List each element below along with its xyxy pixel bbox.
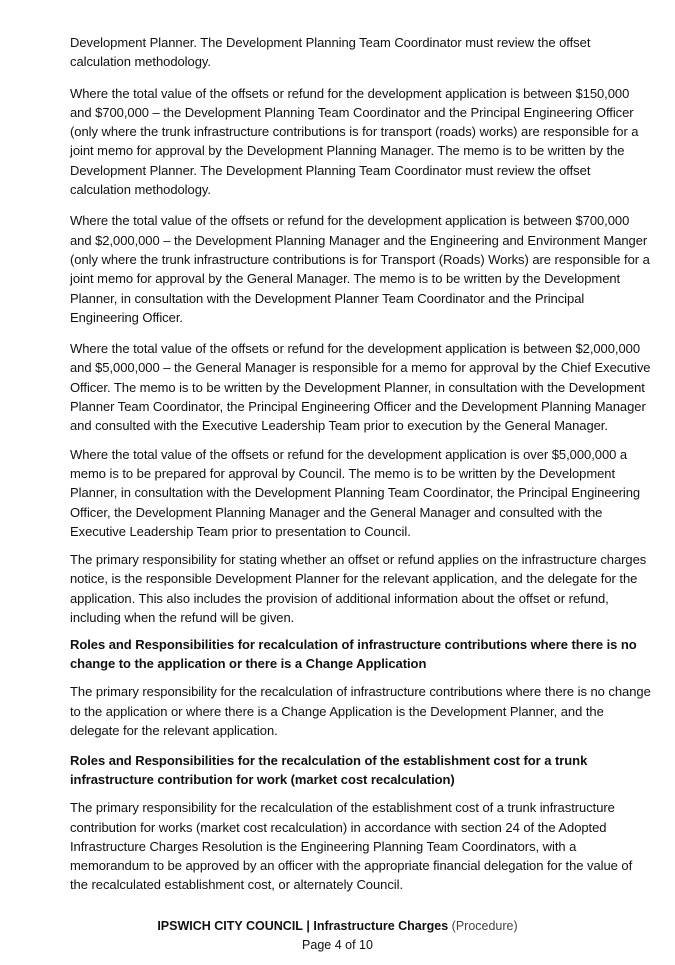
footer-document-name: Infrastructure Charges [313, 919, 449, 933]
paragraph-2m-5m: Where the total value of the offsets or refund for the development application is between $2,000,000 and $5,000,000 – the General Manager is responsible for a memo for approval by the Chief Executive Officer. The memo is to be written by the Development Planner, in consultation with the Development Planner Team Coordinator, the Principal Engineering Officer and the Development Planning Manager and consulted with the Executive Leadership Team prior to execution by the General Manager. [70, 341, 651, 434]
section-heading-recalculation: Roles and Responsibilities for recalculation of infrastructure contributions where there is no change to the application or there is a Change Application [70, 637, 637, 671]
section-body-market-cost: The primary responsibility for the recalculation of the establishment cost of a trunk infrastructure contribution for works (market cost recalculation) in accordance with section 24 of the Adopted Infrastructure Charges Resolution is the Engineering Planning Team Coordinators, with a memorandum to be approved by an officer with the appropriate financial delegation for the value of the recalculated establishment cost, or alternately Council. [70, 800, 633, 893]
paragraph-700k-2m: Where the total value of the offsets or refund for the development application is between $700,000 and $2,000,000 – the Development Planning Manager and the Engineering and Environment Manger (only where the trunk infrastructure contributions is for Transport (Roads) Works) are responsible for a joint memo for approval by the General Manager. The memo is to be written by the Development Planner, in consultation with the Development Planner Team Coordinator and the Principal Engineering Officer. [70, 213, 650, 325]
document-page [70, 33, 652, 895]
page-footer [0, 917, 675, 955]
paragraph-primary-responsibility: The primary responsibility for stating whether an offset or refund applies on the infrastructure charges notice, is the responsible Development Planner for the relevant application, and the delegate for the application. This also includes the provision of additional information about the offset or refund, including when the refund will be given. [70, 552, 647, 626]
paragraph-continuation: Development Planner. The Development Planning Team Coordinator must review the offset calculation methodology. [70, 35, 591, 70]
section-body-recalculation: The primary responsibility for the recalculation of infrastructure contributions where there is no change to the application or where there is a Change Application is the Development Planner, and the delegate for the relevant application. [70, 684, 651, 738]
footer-document-type: (Procedure) [451, 919, 518, 933]
paragraph-150k-700k: Where the total value of the offsets or refund for the development application is between $150,000 and $700,000 – the Development Planning Team Coordinator and the Principal Engineering Officer (only where the trunk infrastructure contributions is for transport (roads) works) are responsible for a joint memo for approval by the Development Planning Manager. The memo is to be written by the Development Planner. The Development Planning Team Coordinator must review the offset calculation methodology. [70, 85, 639, 198]
footer-title-line [0, 917, 675, 936]
footer-separator: | [306, 919, 310, 933]
footer-page-number: Page 4 of 10 [302, 938, 373, 952]
section-heading-market-cost: Roles and Responsibilities for the recalculation of the establishment cost for a trunk infrastructure contribution for work (market cost recalculation) [70, 753, 588, 787]
footer-organisation: IPSWICH CITY COUNCIL [157, 919, 303, 933]
paragraph-over-5m: Where the total value of the offsets or refund for the development application is over $5,000,000 a memo is to be prepared for approval by Council. The memo is to be written by the Development Planner, in consultation with the Development Planning Team Coordinator, the Principal Engineering Officer, the Development Planning Manager and the General Manager and consulted with the Executive Leadership Team prior to presentation to Council. [70, 446, 641, 539]
